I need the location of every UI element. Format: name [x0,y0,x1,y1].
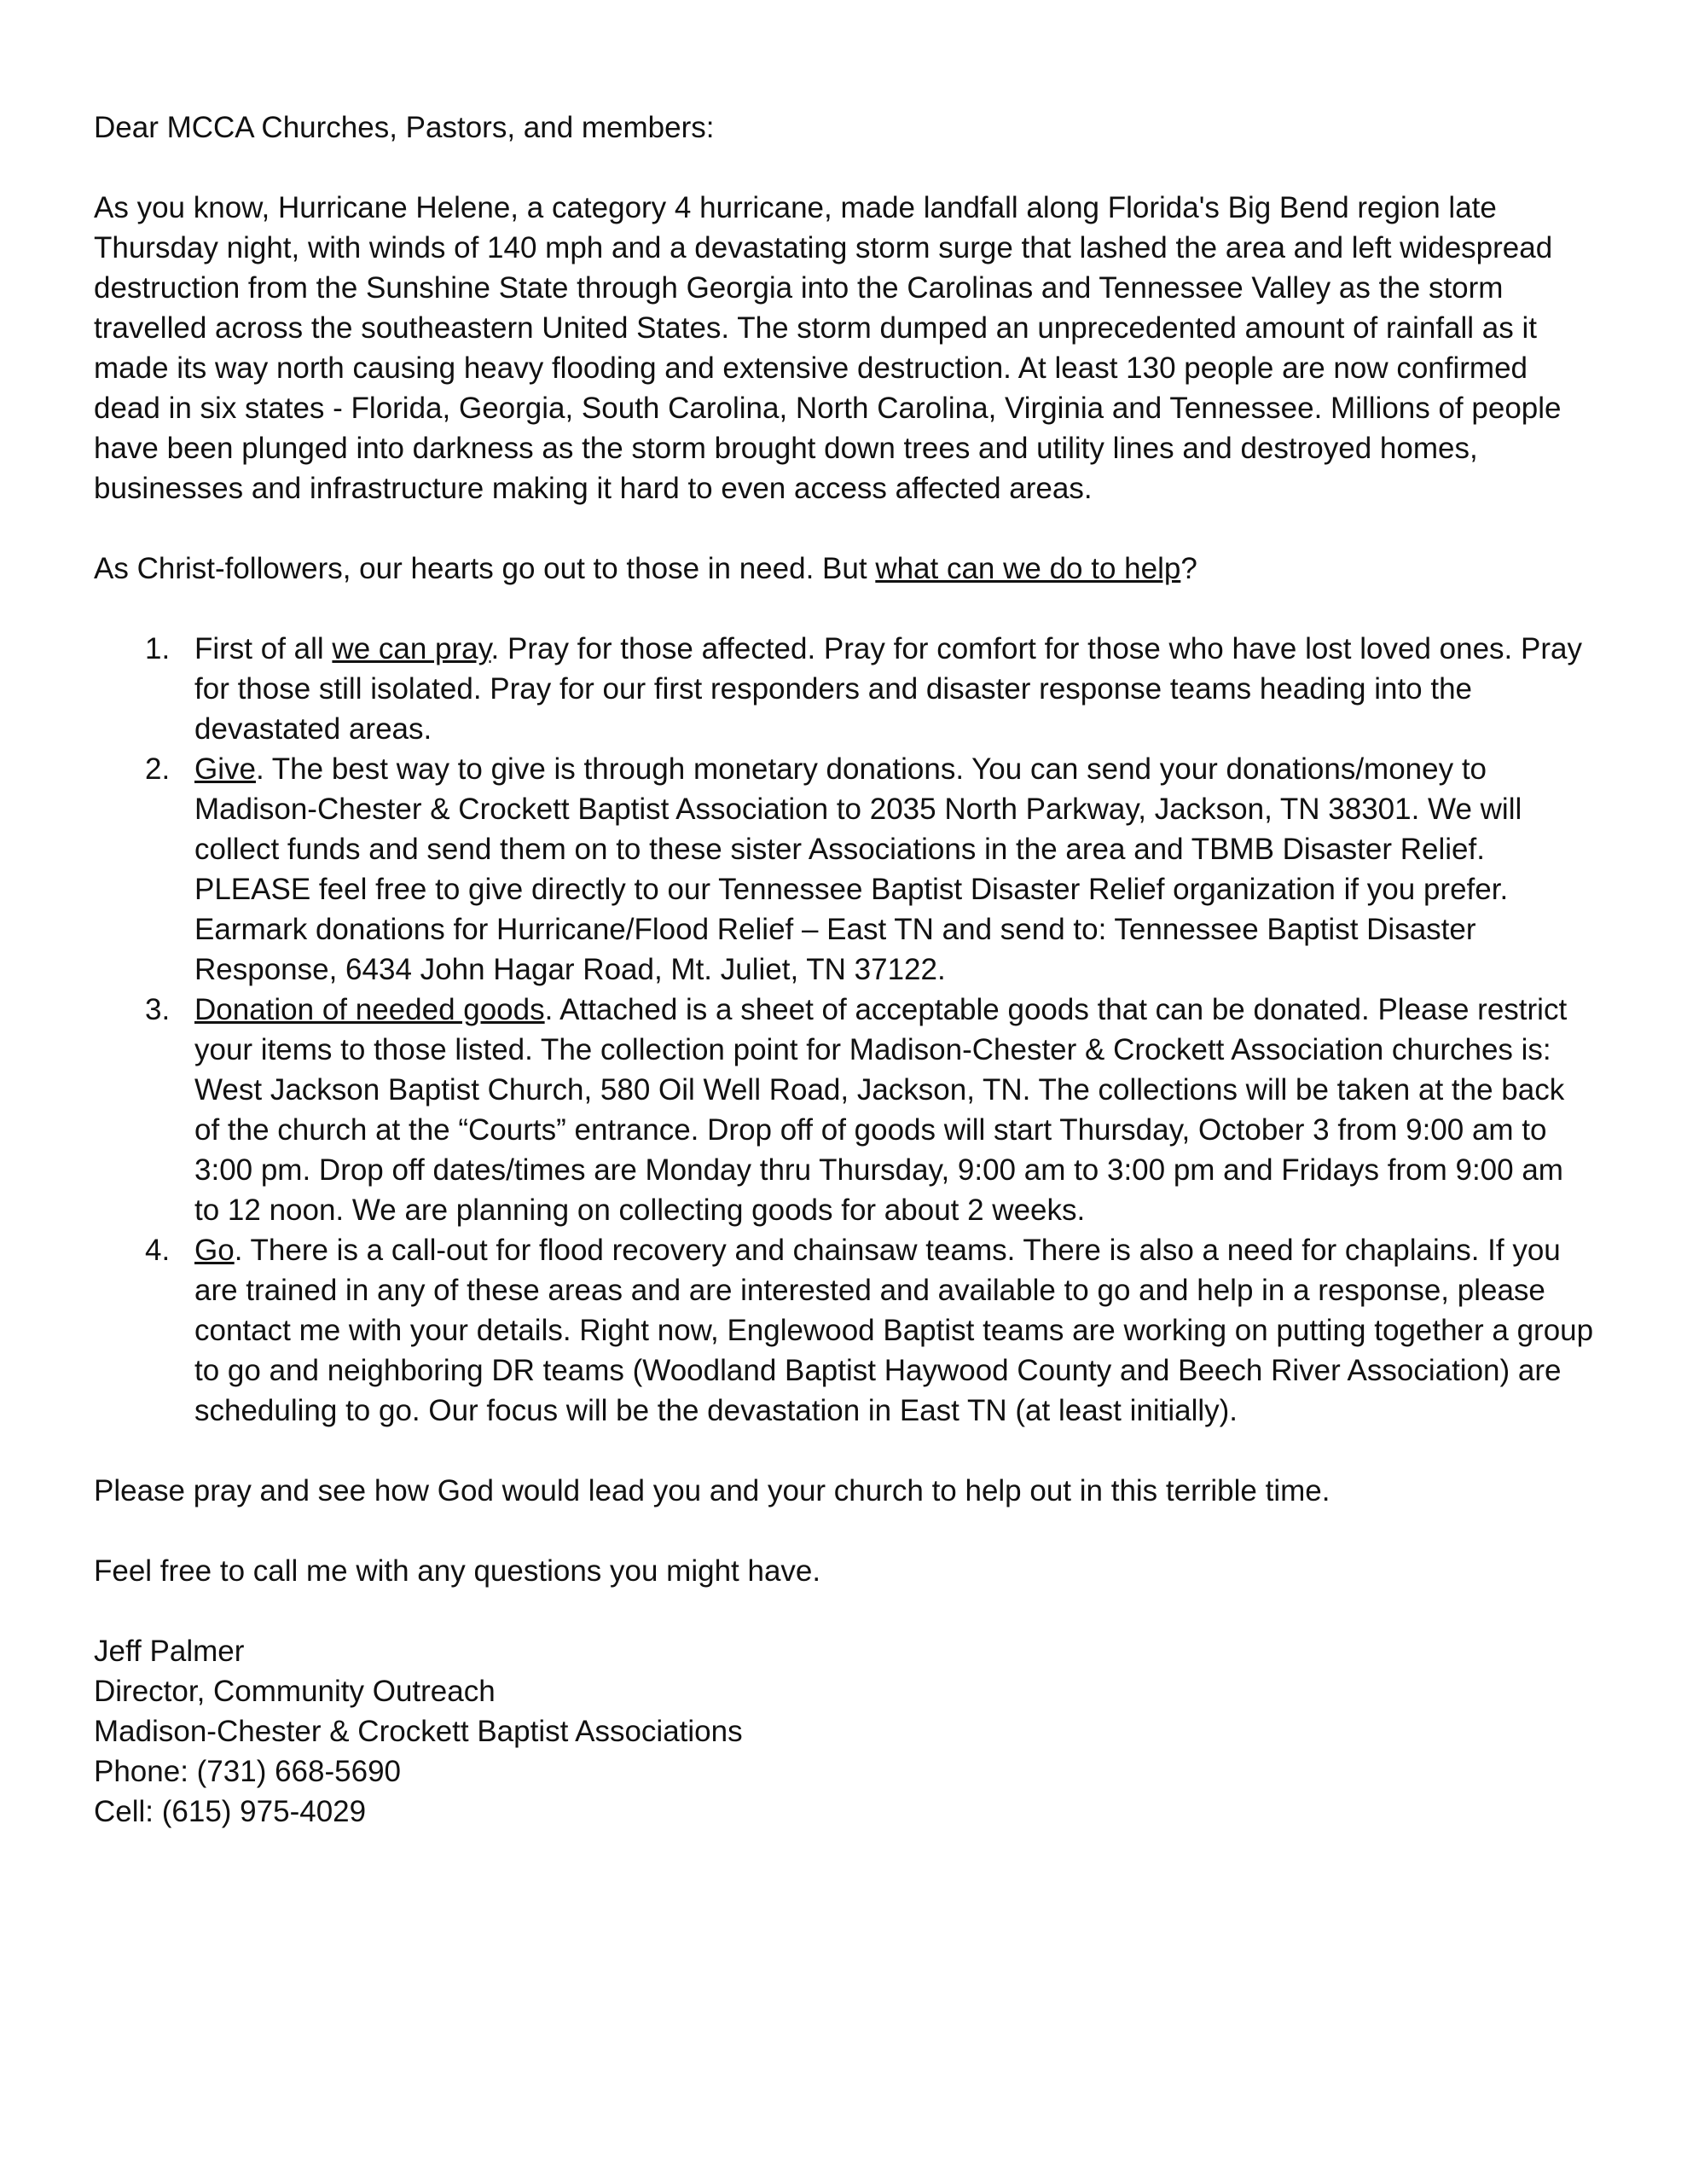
closing-call: Feel free to call me with any questions you might have. [94,1554,821,1588]
question-underlined: what can we do to help [875,552,1181,585]
intro-paragraph: As you know, Hurricane Helene, a category 4 hurricane, made landfall along Florida's Big Bend region late Thursday night, with winds of 140 mph and a devastating storm surge that lashed the area and left widespread destruction from the Sunshine State through Georgia into the Carolinas and Tennessee Valley as the storm travelled across the southeastern United States. The storm dumped an unprecedented amount of rainfall as it made its way north causing heavy flooding and extensive destruction. At least 130 people are now confirmed dead in six states - Florida, Georgia, South Carolina, North Carolina, Virginia and Tennessee. Millions of people have been plunged into darkness as the storm brought down trees and utility lines and destroyed homes, businesses and infrastructure making it hard to even access affected areas. [94,191,1562,505]
signature-phone: Phone: (731) 668-5690 [94,1755,401,1788]
question-lead: As Christ-followers, our hearts go out to those in need. But [94,552,876,585]
item-title: we can pray [332,632,491,665]
signature-block [94,1631,1595,1832]
item-body: . Attached is a sheet of acceptable goods that can be donated. Please restrict your items to those listed. The collection point for Madison-Chester & Crockett Association churches is: West Jackson Baptist Church, 580 Oil Well Road, Jackson, TN. The collections will be taken at the back of the church at the “Courts” entrance. Drop off of goods will start Thursday, October 3 from 9:00 am to 3:00 pm. Drop off dates/times are Monday thru Thursday, 9:00 am to 3:00 pm and Fridays from 9:00 am to 12 noon. We are planning on collecting goods for about 2 weeks. [194,993,1568,1227]
item-title: Donation of needed goods [194,993,545,1026]
list-number: 4. [145,1234,171,1267]
action-list [94,629,1595,1431]
closing-pray: Please pray and see how God would lead you and your church to help out in this terrible time. [94,1474,1330,1507]
question-end: ? [1180,552,1197,585]
salutation: Dear MCCA Churches, Pastors, and members: [94,111,715,144]
letter-page [94,107,1595,1832]
list-number: 3. [145,993,171,1026]
item-title: Give [194,752,256,786]
signature-title: Director, Community Outreach [94,1675,496,1708]
list-item-pray [94,629,1595,749]
list-number: 1. [145,632,171,665]
item-body: . Pray for those affected. Pray for comfort for those who have lost loved ones. Pray for those still isolated. Pray for our first responders and disaster response teams heading into the devastated areas. [194,632,1582,746]
help-question [94,549,1595,589]
item-lead: First of all [194,632,333,665]
list-item-goods [94,990,1595,1230]
list-number: 2. [145,752,171,786]
signature-name: Jeff Palmer [94,1635,245,1668]
item-body: . The best way to give is through monetary donations. You can send your donations/money to Madison-Chester & Crockett Baptist Association to 2035 North Parkway, Jackson, TN 38301. We will collect funds and send them on to these sister Associations in the area and TBMB Disaster Relief. PLEASE feel free to give directly to our Tennessee Baptist Disaster Relief organization if you prefer. Earmark donations for Hurricane/Flood Relief – East TN and send to: Tennessee Baptist Disaster Response, 6434 John Hagar Road, Mt. Juliet, TN 37122. [194,752,1522,986]
item-body: . There is a call-out for flood recovery and chainsaw teams. There is also a need for chaplains. If you are trained in any of these areas and are interested and available to go and help in a response, please contact me with your details. Right now, Englewood Baptist teams are working on putting together a group to go and neighboring DR teams (Woodland Baptist Haywood County and Beech River Association) are scheduling to go. Our focus will be the devastation in East TN (at least initially). [194,1234,1594,1427]
list-item-give [94,749,1595,990]
item-title: Go [194,1234,235,1267]
signature-cell: Cell: (615) 975-4029 [94,1795,367,1828]
signature-organization: Madison-Chester & Crockett Baptist Associations [94,1715,743,1748]
list-item-go [94,1230,1595,1431]
